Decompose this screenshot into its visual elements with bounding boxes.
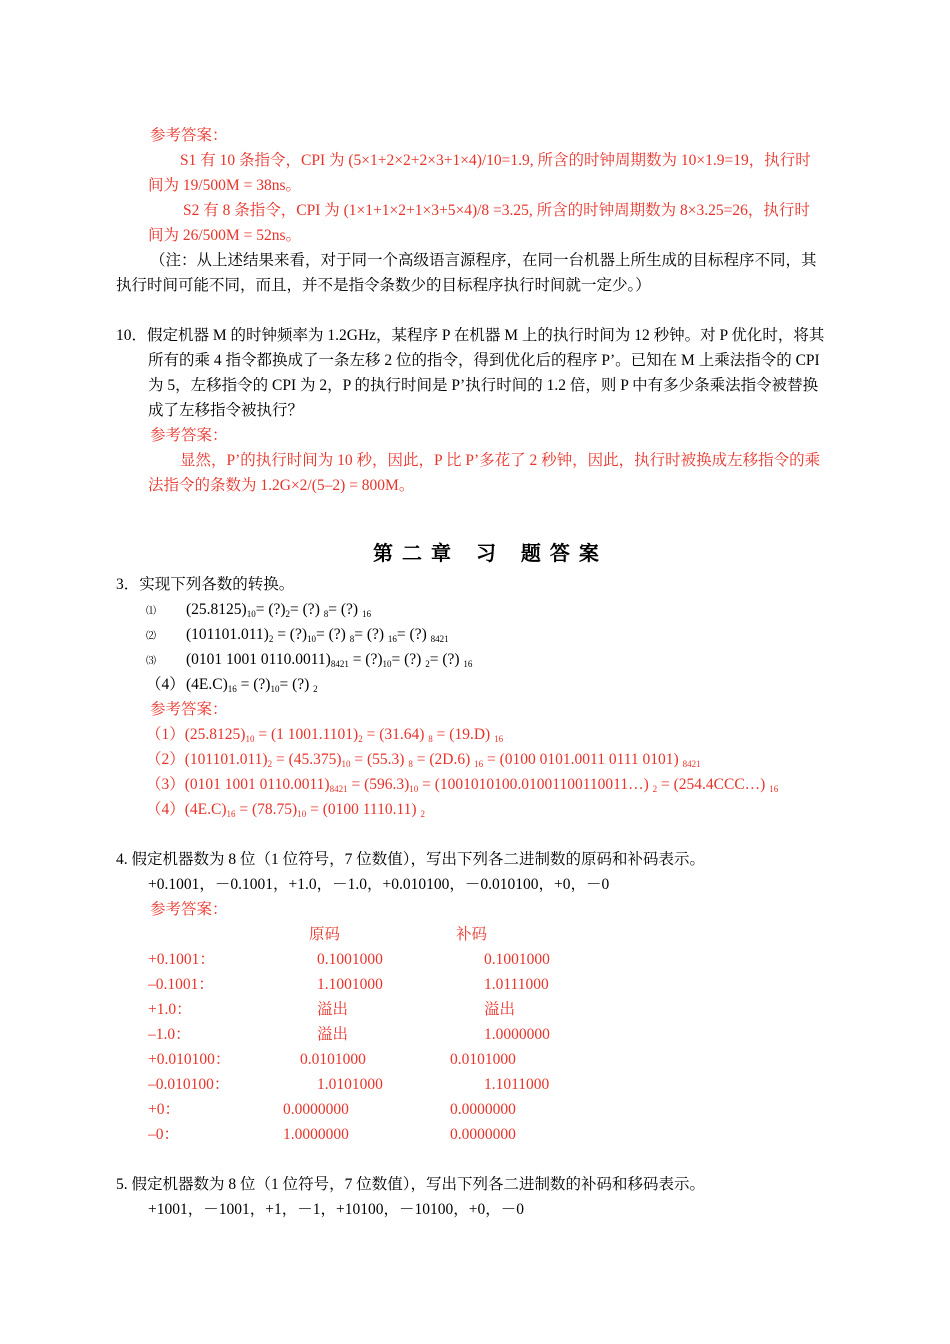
note-line-2: 执行时间可能不同，而且，并不是指令条数少的目标程序执行时间就一定少。）: [116, 277, 651, 294]
q4-values: +0.1001，－0.1001，+1.0，－1.0，+0.010100，－0.010100，+0，－0: [148, 876, 610, 893]
q4-header-complement: 补码: [456, 926, 488, 943]
q4-header-original: 原码: [309, 926, 341, 943]
q4-row-complement: 0.1001000: [484, 951, 550, 968]
q4-row-label: –0.010100：: [148, 1076, 230, 1093]
q4-row-complement: 0.0101000: [450, 1051, 516, 1068]
q4-row-complement: 1.1011000: [484, 1076, 550, 1093]
q4-row-complement: 溢出: [484, 1001, 516, 1018]
q3-item-1: ⑴ $(25.8125)_{10}=$ $(?)_2=$ (?) $_8$= (?) $_{16}$: [146, 601, 371, 619]
q4-row-label: +1.0：: [148, 1001, 192, 1018]
q3-answer-3: （3）(0101 1001 $0110.0011)_{8421} = (596.3)_{10}$ = (1001010100.01001100110011…) $_2$ = (254.4CCC…) $_{16}$: [146, 776, 779, 794]
q4-row-label: +0：: [148, 1101, 180, 1118]
q4-row-label: +0.010100：: [148, 1051, 231, 1068]
q5-values: +1001，－1001，+1，－1，+10100，－10100，+0，－0: [148, 1201, 524, 1218]
q4-row-original: 1.1001000: [317, 976, 383, 993]
q3-item-3-label: ⑶: [146, 656, 156, 667]
s1-line-2: 间为 19/500M = 38ns。: [148, 177, 301, 194]
chapter-title: 第二章 习 题答案: [373, 541, 608, 565]
q3-item-3: ⑶ (0101 1001 $0110.0011)_{8421}$ = $(?)_{10}=$ (?) $_2$= (?) $_{16}$: [146, 651, 473, 669]
q3-item-4: （4） $(4E.C)_{16}$ = $(?)_{10}=$ (?) $_2$: [146, 676, 318, 694]
q10-answer-line-2: 法指令的条数为 1.2G×2/(5–2) = 800M。: [148, 477, 415, 494]
q4-row-original: 0.1001000: [317, 951, 383, 968]
q4-row-complement: 1.0000000: [484, 1026, 550, 1043]
q10-line-1: 10．假定机器 M 的时钟频率为 1.2GHz，某程序 P 在机器 M 上的执行时间为 12 秒钟。对 P 优化时，将其: [116, 327, 825, 344]
q10-line-3: 为 5，左移指令的 CPI 为 2，P 的执行时间是 P’执行时间的 1.2 倍，则 P 中有多少条乘法指令被替换: [148, 377, 819, 394]
note-line-1: （注：从上述结果来看，对于同一个高级语言源程序，在同一台机器上所生成的目标程序不同，其: [150, 252, 817, 269]
q4-row-label: –0.1001：: [148, 976, 214, 993]
s1-line-1: S1 有 10 条指令，CPI 为 (5×1+2×2+2×3+1×4)/10=1.9, 所含的时钟周期数为 10×1.9=19，执行时: [180, 152, 811, 169]
q3-item-2-label: ⑵: [146, 631, 156, 642]
q5-question: 5. 假定机器数为 8 位（1 位符号，7 位数值），写出下列各二进制数的补码和移码表示。: [116, 1176, 706, 1193]
q3-item-4-label: （4）: [146, 676, 185, 693]
q3-question: 3．实现下列各数的转换。: [116, 576, 295, 593]
q4-row-original: 溢出: [317, 1001, 349, 1018]
q4-row-label: +0.1001：: [148, 951, 215, 968]
s2-line-2: 间为 26/500M = 52ns。: [148, 227, 301, 244]
q10-line-2: 所有的乘 4 指令都换成了一条左移 2 位的指令，得到优化后的程序 P’。已知在 M 上乘法指令的 CPI: [148, 352, 820, 369]
q4-row-original: 1.0101000: [317, 1076, 383, 1093]
q3-answer-label: 参考答案：: [150, 701, 228, 718]
q4-row-original: 0.0000000: [283, 1101, 349, 1118]
answer-label: 参考答案：: [150, 127, 228, 144]
q4-row-original: 溢出: [317, 1026, 349, 1043]
q4-row-original: 1.0000000: [283, 1126, 349, 1143]
q10-answer-line-1: 显然，P’的执行时间为 10 秒，因此，P 比 P’多花了 2 秒钟，因此，执行时被换成左移指令的乘: [180, 452, 821, 469]
q4-row-complement: 0.0000000: [450, 1126, 516, 1143]
s2-line-1: S2 有 8 条指令，CPI 为 (1×1+1×2+1×3+5×4)/8 =3.25, 所含的时钟周期数为 8×3.25=26，执行时: [183, 202, 810, 219]
q4-row-label: –1.0：: [148, 1026, 191, 1043]
q3-answer-3-label: （3）: [146, 776, 185, 793]
q10-answer-label: 参考答案：: [150, 427, 228, 444]
q3-answer-4-label: （4）: [146, 801, 185, 818]
q4-row-complement: 0.0000000: [450, 1101, 516, 1118]
q10-line-4: 成了左移指令被执行？: [148, 402, 304, 419]
q3-answer-2: $(2)(101101.011)_2 = (45.375)_{10} = (55.3) _8 = (2D.6) _{16} = (0100$ 0101.0011 0111 0101) $_{8421}$: [146, 751, 701, 769]
q3-item-2: ⑵ $(101101.011)_2$ = $(?)_{10}=$ (?) $_8$= (?) $_{16}$= (?) $_{8421}$: [146, 626, 449, 644]
q4-answer-label: 参考答案：: [150, 901, 228, 918]
q4-question: 4. 假定机器数为 8 位（1 位符号，7 位数值），写出下列各二进制数的原码和补码表示。: [116, 851, 706, 868]
q3-item-1-label: ⑴: [146, 606, 156, 617]
q4-row-complement: 1.0111000: [484, 976, 549, 993]
q3-answer-1: $(1)(25.8125)_{10} = (1$ $1001.1101)_2 = (31.64)$ $_8$ = (19.D) $_{16}$: [146, 726, 504, 744]
q3-answer-2-label: （2）: [146, 751, 185, 768]
q4-row-original: 0.0101000: [300, 1051, 366, 1068]
q3-answer-4: $(4)(4E.C)_{16} = (78.75)_{10} = (0100$ 1110.11) $_2$: [146, 801, 425, 819]
q4-row-label: –0：: [148, 1126, 180, 1143]
q3-answer-1-label: （1）: [146, 726, 185, 743]
